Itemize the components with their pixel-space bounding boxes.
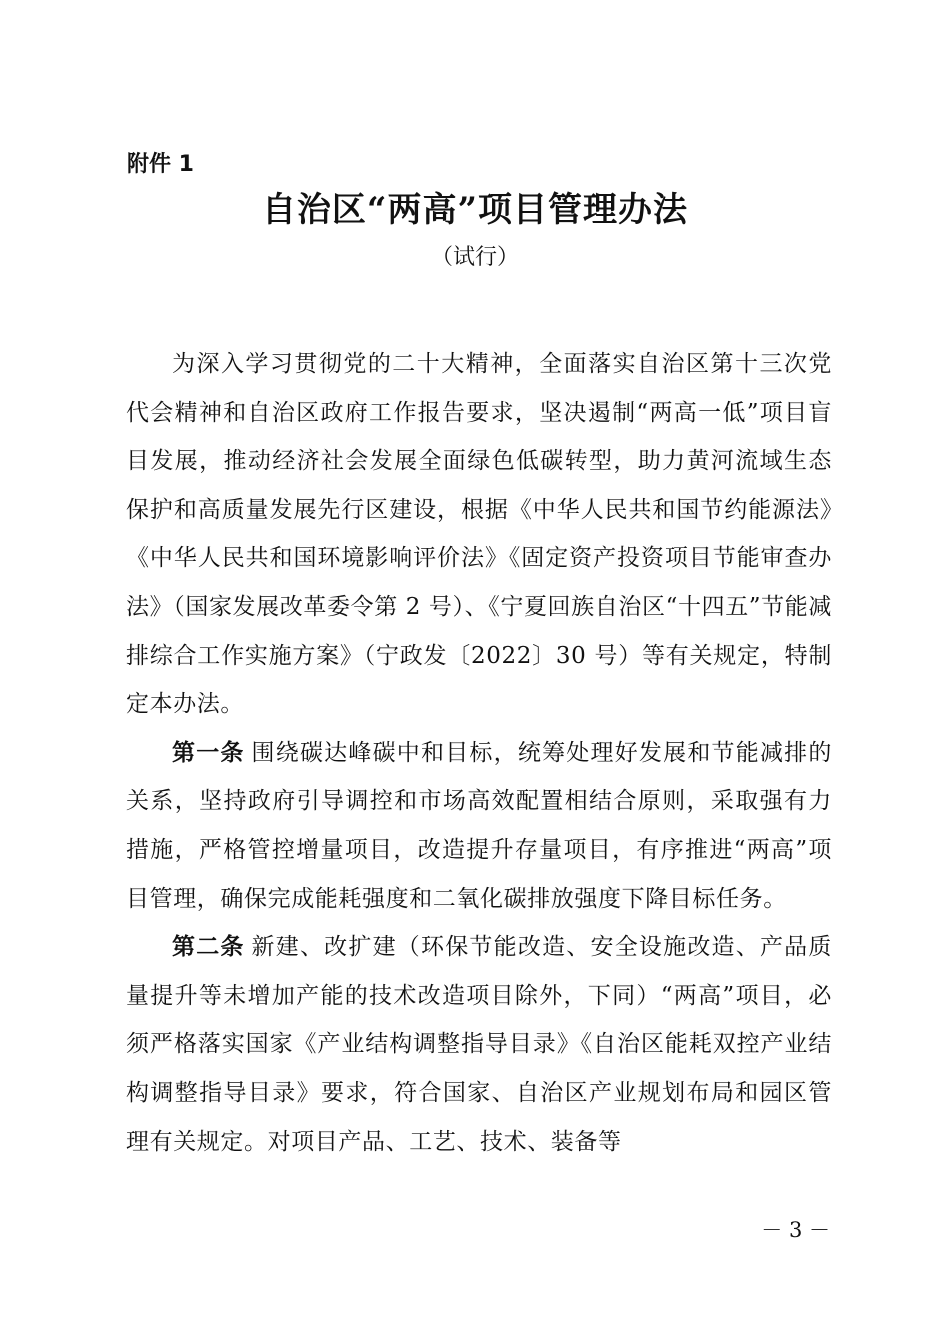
article-1-text: 围绕碳达峰碳中和目标，统筹处理好发展和节能减排的关系，坚持政府引导调控和市场高效配置相结合原则，采取强有力措施，严格管控增量项目，改造提升存量项目，有序推进“两高”项目管理，确保完成能耗强度和二氧化碳排放强度下降目标任务。: [126, 739, 832, 912]
article-2-label: 第二条: [172, 933, 245, 961]
article-1: [126, 729, 832, 923]
attachment-label: 附件 1: [127, 152, 194, 177]
document-title: 自治区“两高”项目管理办法: [261, 190, 689, 230]
article-2: [126, 923, 832, 1166]
document-subtitle: （试行）: [430, 245, 519, 270]
article-1-label: 第一条: [172, 738, 245, 766]
preamble-paragraph: 为深入学习贯彻党的二十大精神，全面落实自治区第十三次党代会精神和自治区政府工作报告要求，坚决遏制“两高一低”项目盲目发展，推动经济社会发展全面绿色低碳转型，助力黄河流域生态保护和高质量发展先行区建设，根据《中华人民共和国节约能源法》《中华人民共和国环境影响评价法》《固定资产投资项目节能审查办法》（国家发展改革委令第 2 号）、《宁夏回族自治区“十四五”节能减排综合工作实施方案》（宁政发〔2022〕30 号）等有关规定，特制定本办法。: [126, 351, 832, 718]
document-body: [126, 340, 832, 1166]
page-number: － 3 －: [761, 1218, 830, 1242]
article-2-text: 新建、改扩建（环保节能改造、安全设施改造、产品质量提升等未增加产能的技术改造项目除外，下同）“两高”项目，必须严格落实国家《产业结构调整指导目录》《自治区能耗双控产业结构调整指导目录》要求，符合国家、自治区产业规划布局和园区管理有关规定。对项目产品、工艺、技术、装备等: [126, 934, 832, 1155]
